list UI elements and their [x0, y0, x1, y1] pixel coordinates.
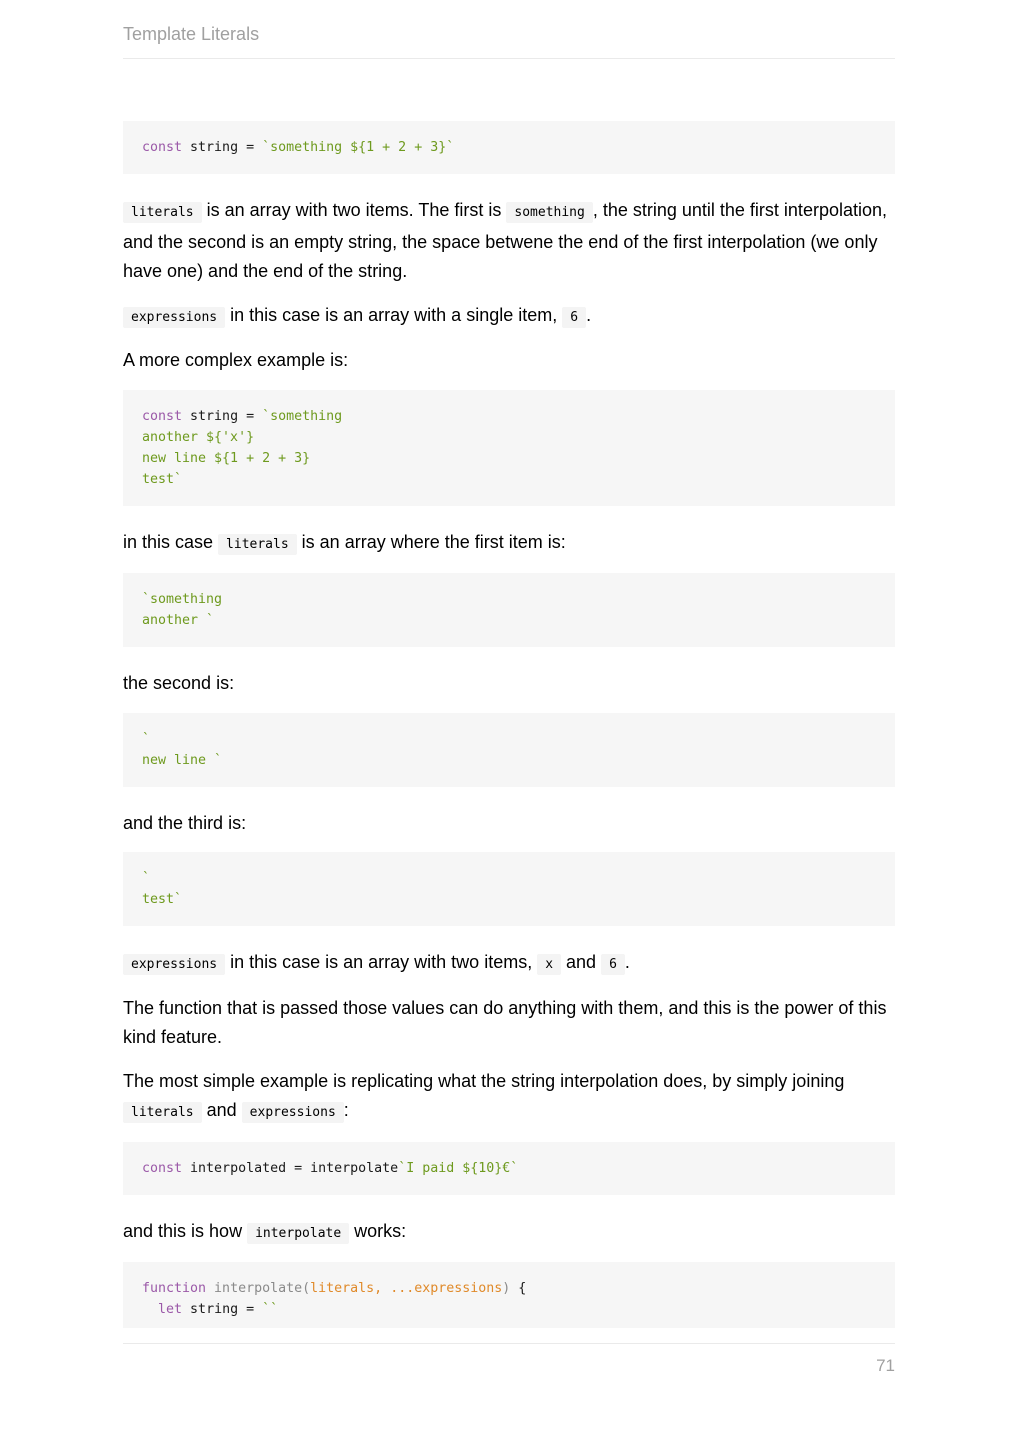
code-keyword: const — [142, 140, 183, 155]
text: is an array with two items. The first is — [201, 200, 507, 220]
text: . — [624, 952, 630, 972]
code-params: literals, ...expressions — [310, 1281, 503, 1296]
code-keyword: function — [142, 1281, 207, 1296]
text: and — [201, 1100, 242, 1120]
code-string: `` — [262, 1302, 279, 1317]
paragraph — [123, 1067, 895, 1128]
inline-code: expressions — [123, 954, 225, 975]
code-text: string = — [182, 408, 263, 424]
code-string: `something — [262, 408, 343, 424]
code-string: `I paid ${10}€` — [398, 1160, 519, 1176]
code-string: test` — [142, 471, 183, 487]
running-header — [123, 22, 895, 59]
text: and — [561, 952, 602, 972]
page-content — [123, 121, 895, 1350]
inline-code: literals — [123, 1102, 202, 1123]
code-string: new line ` — [142, 752, 223, 768]
code-string: another ${'x'} — [142, 429, 255, 445]
code-keyword: const — [142, 408, 183, 424]
paragraph — [123, 528, 895, 560]
code-string: `something ${1 + 2 + 3}` — [262, 140, 455, 155]
code-string: ` — [142, 731, 151, 747]
page-number: 71 — [876, 1356, 895, 1375]
code-punctuation: ) — [502, 1281, 511, 1296]
paragraph — [123, 809, 895, 839]
paragraph — [123, 346, 895, 376]
paragraph — [123, 948, 895, 980]
inline-code: interpolate — [247, 1223, 349, 1244]
text: : — [343, 1100, 349, 1120]
code-block — [123, 121, 895, 174]
inline-code: 6 — [601, 954, 625, 975]
header-title: Template Literals — [123, 24, 260, 44]
code-text: interpolated = interpolate — [182, 1160, 399, 1176]
inline-code: something — [506, 202, 592, 223]
text: in this case — [123, 531, 219, 552]
code-block — [123, 573, 895, 647]
text: in this case is an array with two items, — [225, 952, 538, 972]
code-string: test` — [142, 892, 183, 907]
code-string: new line ${1 + 2 + 3} — [142, 450, 311, 466]
inline-code: literals — [218, 534, 297, 555]
code-block — [123, 852, 895, 926]
code-block — [123, 390, 895, 506]
code-string: ` — [142, 871, 151, 886]
text: The function that is passed those values can do anything with them, and this is the power of this kind feature. — [123, 997, 887, 1047]
code-block — [123, 713, 895, 787]
code-keyword: let — [158, 1302, 183, 1317]
inline-code: expressions — [123, 307, 225, 328]
code-punctuation: ( — [302, 1281, 311, 1296]
text: The most simple example is replicating what the string interpolation does, by simply joining — [123, 1070, 845, 1091]
text: , the string until the first interpolation, and the second is an empty string, the space betwene the end of the first interpolation (we only have one) and the end of the string. — [123, 200, 887, 281]
paragraph — [123, 196, 895, 287]
paragraph — [123, 1217, 895, 1249]
inline-code: x — [537, 954, 561, 975]
text: and the third is: — [123, 812, 247, 833]
code-keyword: const — [142, 1160, 183, 1176]
code-block — [123, 1142, 895, 1195]
paragraph — [123, 994, 895, 1053]
code-string: another ` — [142, 613, 215, 628]
text: in this case is an array with a single item, — [225, 304, 563, 325]
text: the second is: — [123, 673, 235, 693]
code-text: string = — [182, 140, 263, 155]
text: works: — [349, 1220, 407, 1241]
text: A more complex example is: — [123, 350, 349, 370]
text: . — [586, 304, 592, 325]
code-text: { — [510, 1281, 527, 1296]
inline-code: literals — [123, 202, 202, 223]
running-footer — [123, 1343, 895, 1376]
text: and this is how — [123, 1220, 248, 1241]
code-indent — [142, 1302, 158, 1317]
paragraph — [123, 669, 895, 699]
inline-code: 6 — [562, 307, 586, 328]
text: is an array where the first item is: — [296, 531, 566, 552]
code-block — [123, 1262, 895, 1328]
code-string: `something — [142, 592, 223, 607]
paragraph — [123, 301, 895, 333]
code-text: string = — [182, 1302, 263, 1317]
code-function-name: interpolate — [206, 1281, 303, 1296]
inline-code: expressions — [242, 1102, 344, 1123]
